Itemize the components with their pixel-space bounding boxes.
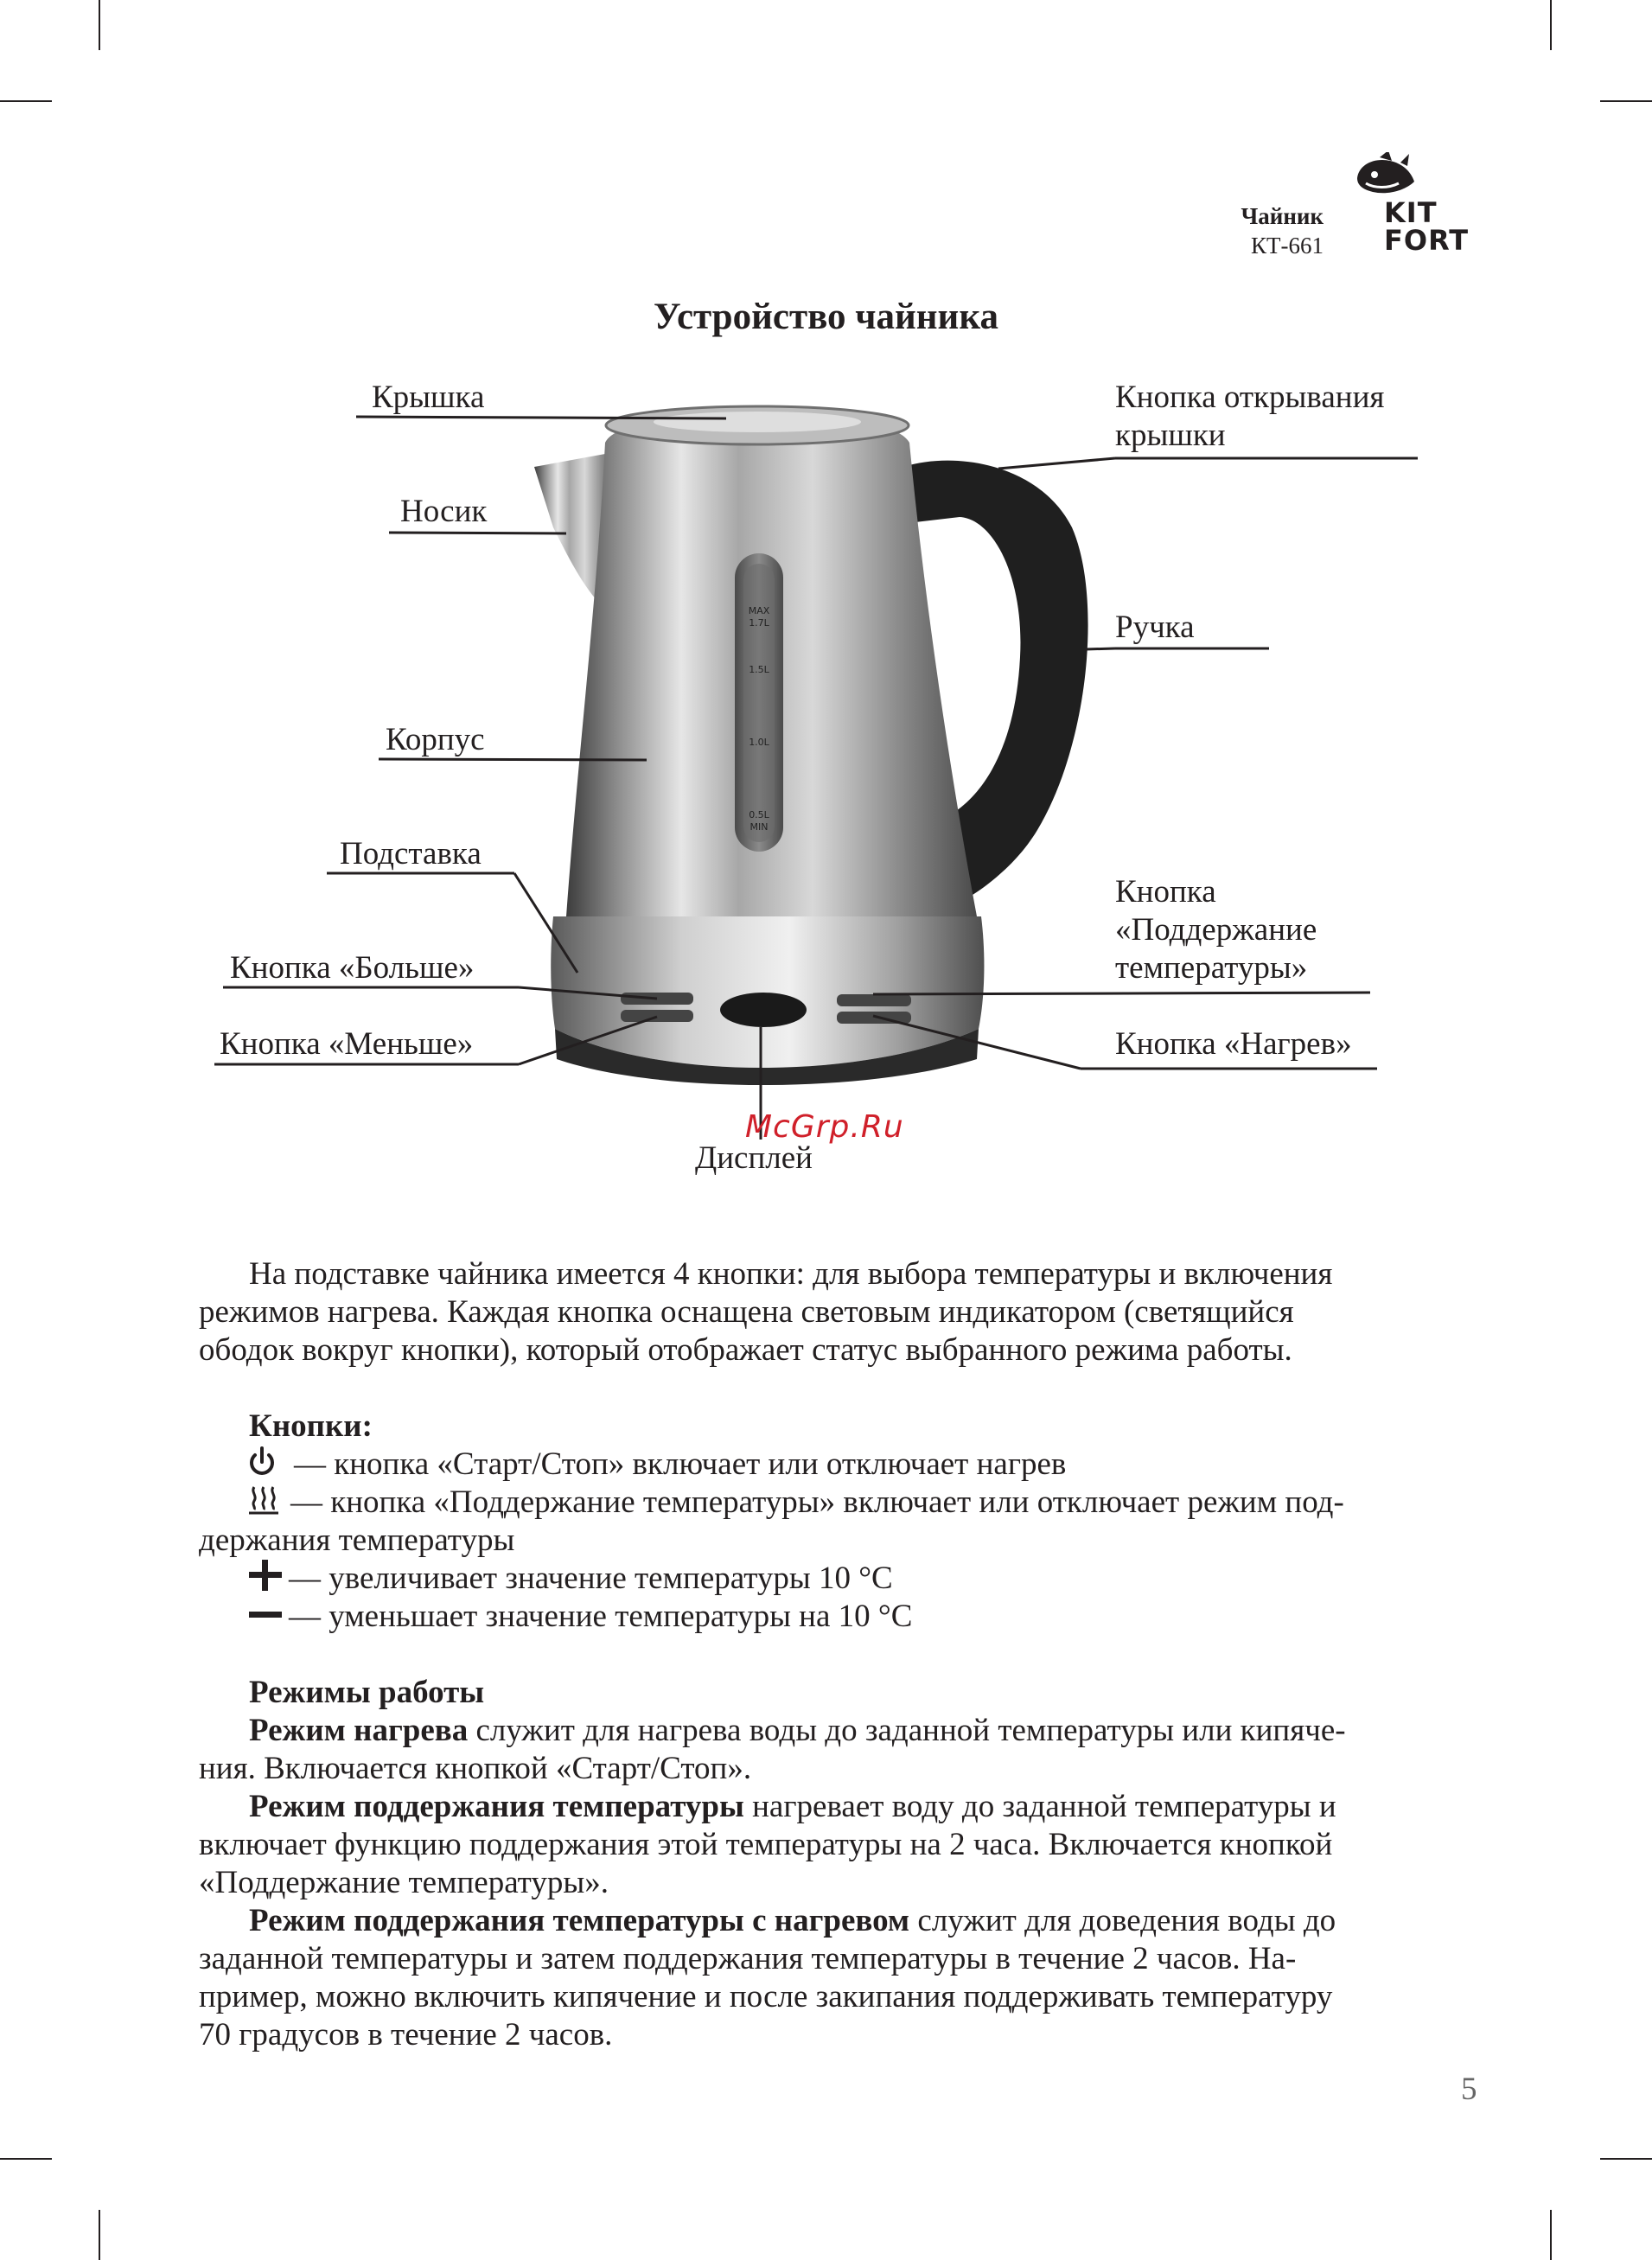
scale-mark: 1.0L xyxy=(749,737,769,748)
label-spout: Носик xyxy=(400,494,488,529)
label-button-plus: Кнопка «Больше» xyxy=(230,950,475,986)
crop-mark xyxy=(99,2210,100,2260)
label-heat-button: Кнопка «Нагрев» xyxy=(1115,1026,1352,1062)
label-body: Корпус xyxy=(386,722,485,757)
label-button-minus: Кнопка «Меньше» xyxy=(220,1026,474,1062)
label-lid-button: Кнопка открывания крышки xyxy=(1115,380,1385,453)
power-button-desc: — кнопка «Старт/Стоп» включает или отключает нагрев xyxy=(294,1446,1067,1482)
intro-line: режимов нагрева. Каждая кнопка оснащена световым индикатором (светящийся xyxy=(199,1294,1294,1330)
label-display: Дисплей xyxy=(695,1140,813,1176)
plus-icon xyxy=(247,1560,284,1593)
water-scale xyxy=(743,605,775,833)
mode-keep-warm-heat-cont: заданной температуры и затем поддержания температуры в течение 2 часов. На- xyxy=(199,1941,1297,1976)
mode-keep-warm: Режим поддержания температуры нагревает воду до заданной температуры и xyxy=(249,1789,1336,1824)
buttons-heading: Кнопки: xyxy=(249,1408,373,1444)
mode-keep-warm-heat-cont: пример, можно включить кипячение и после закипания поддерживать температуру xyxy=(199,1979,1333,2014)
kitfort-logo: KIT FORT xyxy=(1384,196,1470,257)
intro-line: ободок вокруг кнопки), который отображает статус выбранного режима работы. xyxy=(199,1332,1292,1368)
label-handle: Ручка xyxy=(1115,610,1195,645)
scale-mark: 1.5L xyxy=(749,664,769,675)
scale-mark: MAX xyxy=(748,605,770,616)
crop-mark xyxy=(1550,2210,1552,2260)
mode-keep-warm-cont: включает функцию поддержания этой температуры на 2 часа. Включается кнопкой xyxy=(199,1827,1333,1862)
mode-keep-warm-heat-cont: 70 градусов в течение 2 часов. xyxy=(199,2017,613,2053)
mode-heat-cont: ния. Включается кнопкой «Старт/Стоп». xyxy=(199,1751,752,1786)
scale-mark: 1.7L xyxy=(749,617,769,629)
crop-mark xyxy=(1600,2158,1652,2160)
modes-heading: Режимы работы xyxy=(249,1675,485,1710)
crop-mark xyxy=(0,2158,52,2160)
power-icon xyxy=(247,1446,277,1478)
minus-button-desc: — уменьшает значение температуры на 10 °С xyxy=(289,1599,913,1634)
minus-icon xyxy=(247,1598,284,1631)
keep-warm-button-desc: — кнопка «Поддержание температуры» включает или отключает режим под- xyxy=(290,1484,1344,1520)
mode-keep-warm-heat: Режим поддержания температуры с нагревом служит для доведения воды до xyxy=(249,1903,1336,1938)
intro-line: На подставке чайника имеется 4 кнопки: для выбора температуры и включения xyxy=(249,1256,1333,1292)
label-keep-warm-button: Кнопка «Поддержание температуры» xyxy=(1115,874,1317,986)
keep-warm-icon xyxy=(247,1484,280,1516)
label-base: Подставка xyxy=(340,836,482,871)
page-number: 5 xyxy=(1461,2072,1477,2107)
scale-mark: MIN xyxy=(749,821,769,833)
label-lid: Крышка xyxy=(372,380,485,415)
header-product: Чайник xyxy=(1241,203,1324,229)
page-title: Устройство чайника xyxy=(654,297,998,337)
header-model: КТ-661 xyxy=(1251,233,1324,259)
mode-keep-warm-cont: «Поддержание температуры». xyxy=(199,1865,609,1900)
mode-heat: Режим нагрева служит для нагрева воды до заданной температуры или кипяче- xyxy=(249,1713,1346,1748)
watermark: McGrp.Ru xyxy=(745,1109,904,1145)
scale-mark: 0.5L xyxy=(749,809,769,820)
keep-warm-button-desc-cont: держания температуры xyxy=(199,1523,515,1558)
plus-button-desc: — увеличивает значение температуры 10 °С xyxy=(289,1561,893,1596)
